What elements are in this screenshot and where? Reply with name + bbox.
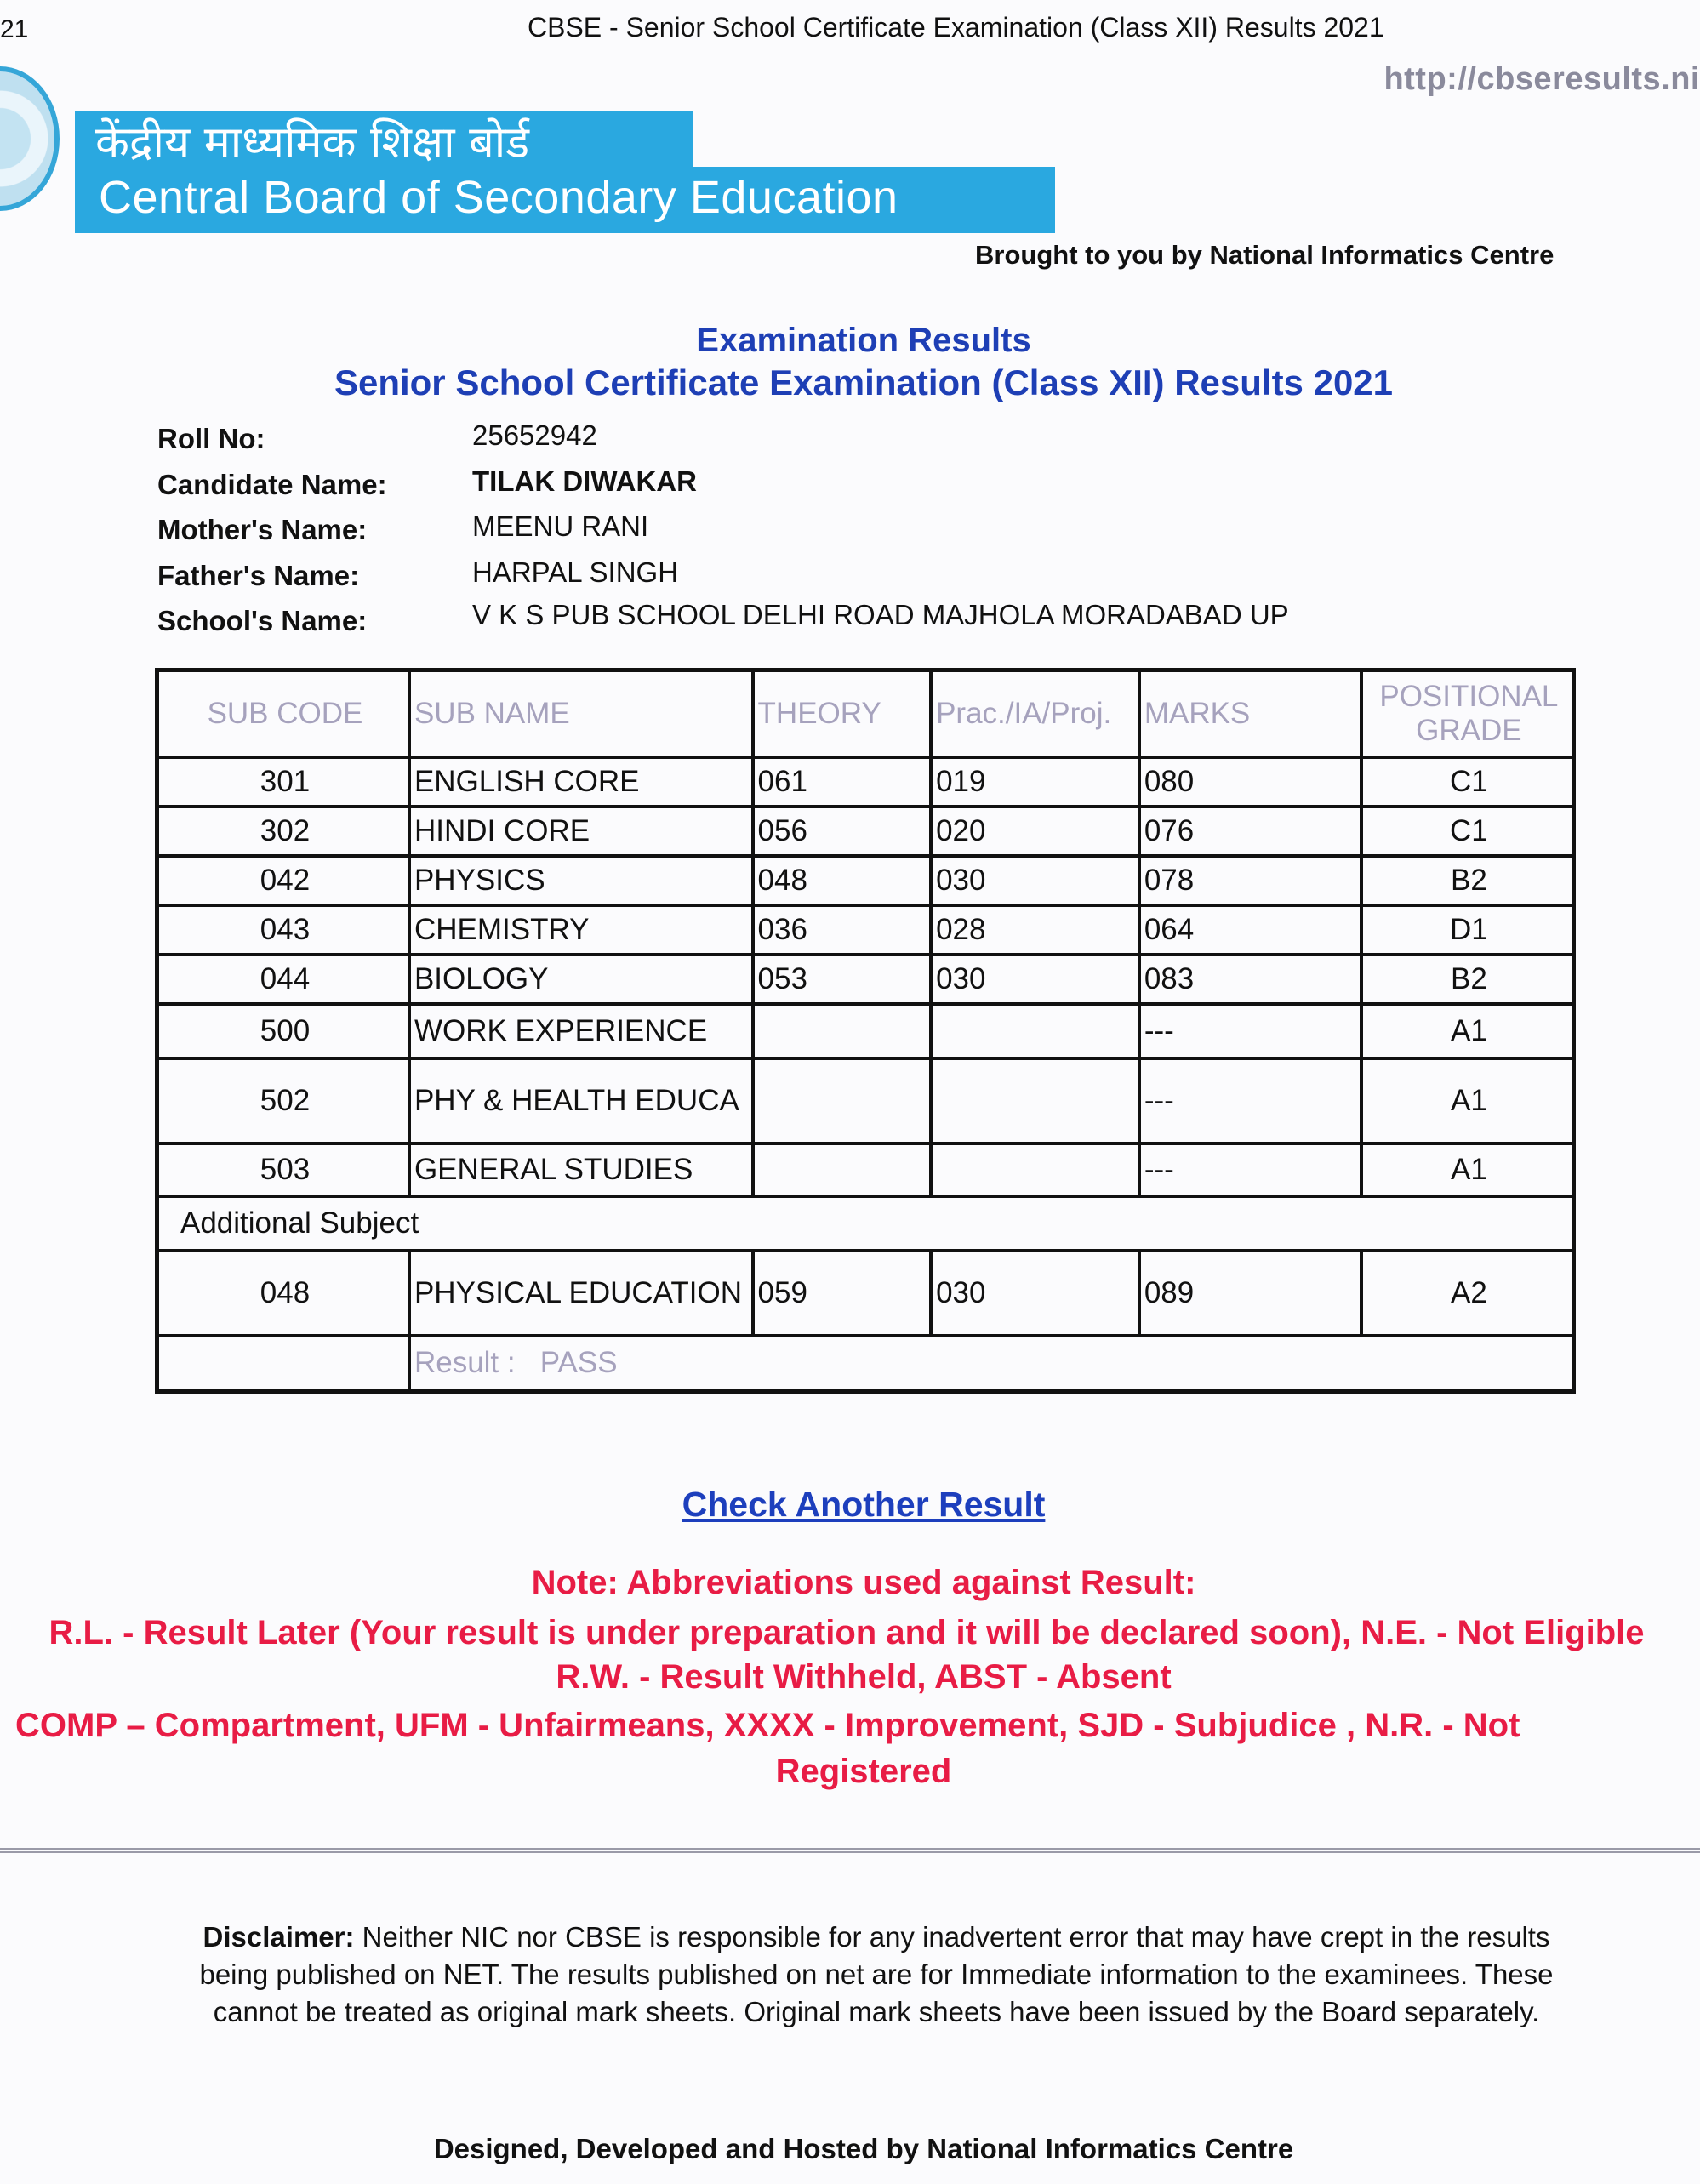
sub-code: 042	[157, 856, 409, 905]
header-positional-grade: POSITIONAL GRADE	[1361, 670, 1574, 757]
note-line-1: R.L. - Result Later (Your result is under preparation and it will be declared soon), N.E. - Not Eligible	[48, 1614, 1645, 1651]
grade: A1	[1361, 1143, 1574, 1196]
results-table	[155, 668, 1576, 1394]
theory-marks	[753, 1058, 932, 1143]
result-row	[157, 1336, 1574, 1392]
sub-name: PHYSICS	[409, 856, 753, 905]
sub-code: 500	[157, 1004, 409, 1058]
brought-by-text: Brought to you by National Informatics Centre	[975, 240, 1555, 270]
table-row	[157, 807, 1574, 856]
sub-name: BIOLOGY	[409, 955, 753, 1004]
theory-marks: 036	[753, 905, 932, 955]
disclaimer-label: Disclaimer:	[203, 1921, 355, 1953]
sub-code: 043	[157, 905, 409, 955]
sub-code: 301	[157, 757, 409, 807]
practical-marks	[931, 1058, 1139, 1143]
practical-marks: 019	[931, 757, 1139, 807]
result-value: PASS	[539, 1346, 618, 1380]
candidate-name-label: Candidate Name:	[157, 469, 387, 500]
father-name-label: Father's Name:	[157, 560, 360, 591]
total-marks: 078	[1139, 856, 1361, 905]
result-label: Result :	[414, 1346, 516, 1380]
page-number-tag: 21	[0, 15, 29, 43]
school-name-value: V K S PUB SCHOOL DELHI ROAD MAJHOLA MORADABAD UP	[472, 599, 1289, 630]
table-row	[157, 955, 1574, 1004]
table-row	[157, 1004, 1574, 1058]
print-header-title: CBSE - Senior School Certificate Examination (Class XII) Results 2021	[528, 12, 1384, 43]
mother-name-value: MEENU RANI	[472, 510, 649, 542]
total-marks: ---	[1139, 1058, 1361, 1143]
page-subtitle: Senior School Certificate Examination (Class XII) Results 2021	[334, 362, 1394, 402]
page-title: Examination Results	[696, 322, 1031, 359]
header-sub-code: SUB CODE	[157, 670, 409, 757]
sub-code: 302	[157, 807, 409, 856]
school-name-label: School's Name:	[157, 605, 368, 636]
footer-credit: Designed, Developed and Hosted by National Informatics Centre	[433, 2133, 1294, 2164]
father-name-value: HARPAL SINGH	[472, 556, 679, 588]
sub-name: GENERAL STUDIES	[409, 1143, 753, 1196]
grade: A2	[1361, 1251, 1574, 1336]
sub-name: PHYSICAL EDUCATION	[409, 1251, 753, 1336]
additional-subject-row	[157, 1196, 1574, 1251]
practical-marks: 030	[931, 856, 1139, 905]
note-line-3: COMP – Compartment, UFM - Unfairmeans, XXXX - Improvement, SJD - Subjudice , N.R. - Not	[15, 1707, 1520, 1744]
grade: C1	[1361, 807, 1574, 856]
header-marks: MARKS	[1139, 670, 1361, 757]
roll-no-label: Roll No:	[157, 423, 265, 454]
theory-marks: 061	[753, 757, 932, 807]
disclaimer	[170, 1919, 1583, 2031]
grade: B2	[1361, 856, 1574, 905]
sub-name: WORK EXPERIENCE	[409, 1004, 753, 1058]
practical-marks: 020	[931, 807, 1139, 856]
candidate-name-value: TILAK DIWAKAR	[472, 465, 697, 497]
practical-marks: 030	[931, 1251, 1139, 1336]
sub-name: ENGLISH CORE	[409, 757, 753, 807]
print-header-url: http://cbseresults.ni	[1383, 61, 1700, 97]
practical-marks	[931, 1143, 1139, 1196]
grade: A1	[1361, 1058, 1574, 1143]
practical-marks: 030	[931, 955, 1139, 1004]
total-marks: 083	[1139, 955, 1361, 1004]
roll-no-value: 25652942	[472, 419, 597, 451]
note-line-4: Registered	[775, 1753, 952, 1790]
banner-hindi-text: केंद्रीय माध्यमिक शिक्षा बोर्ड	[95, 117, 530, 168]
total-marks: 080	[1139, 757, 1361, 807]
grade: C1	[1361, 757, 1574, 807]
table-header-row	[157, 670, 1574, 757]
disclaimer-text: Neither NIC nor CBSE is responsible for any inadvertent error that may have crept in the results being published on NET. The results published on net are for Immediate information to the examinees. These cannot be treated as original mark sheets. Original mark sheets have been issued by the Board separately.	[199, 1921, 1554, 2027]
total-marks: 089	[1139, 1251, 1361, 1336]
additional-subject-label: Additional Subject	[157, 1196, 1574, 1251]
header-theory: THEORY	[753, 670, 932, 757]
sub-code: 503	[157, 1143, 409, 1196]
mother-name-label: Mother's Name:	[157, 514, 368, 545]
table-row	[157, 757, 1574, 807]
check-another-result-link[interactable]: Check Another Result	[682, 1485, 1046, 1524]
grade: B2	[1361, 955, 1574, 1004]
grade: D1	[1361, 905, 1574, 955]
table-row	[157, 856, 1574, 905]
theory-marks	[753, 1004, 932, 1058]
sub-name: HINDI CORE	[409, 807, 753, 856]
total-marks: 064	[1139, 905, 1361, 955]
sub-code: 048	[157, 1251, 409, 1336]
table-row	[157, 1143, 1574, 1196]
theory-marks: 053	[753, 955, 932, 1004]
grade: A1	[1361, 1004, 1574, 1058]
result-cell	[409, 1336, 1574, 1392]
total-marks: ---	[1139, 1143, 1361, 1196]
total-marks: ---	[1139, 1004, 1361, 1058]
sub-code: 044	[157, 955, 409, 1004]
table-row	[157, 905, 1574, 955]
header-practical: Prac./IA/Proj.	[931, 670, 1139, 757]
total-marks: 076	[1139, 807, 1361, 856]
cbse-emblem-icon	[0, 66, 60, 211]
table-row	[157, 1251, 1574, 1336]
sub-name: PHY & HEALTH EDUCA	[409, 1058, 753, 1143]
practical-marks: 028	[931, 905, 1139, 955]
table-row	[157, 1058, 1574, 1143]
section-divider	[0, 1848, 1700, 1853]
header-sub-name: SUB NAME	[409, 670, 753, 757]
sub-code: 502	[157, 1058, 409, 1143]
result-empty-cell	[157, 1336, 409, 1392]
theory-marks: 059	[753, 1251, 932, 1336]
note-line-2: R.W. - Result Withheld, ABST - Absent	[556, 1658, 1172, 1696]
banner-english-text: Central Board of Secondary Education	[99, 172, 898, 223]
practical-marks	[931, 1004, 1139, 1058]
theory-marks: 048	[753, 856, 932, 905]
sub-name: CHEMISTRY	[409, 905, 753, 955]
theory-marks	[753, 1143, 932, 1196]
theory-marks: 056	[753, 807, 932, 856]
note-title: Note: Abbreviations used against Result:	[531, 1564, 1196, 1601]
